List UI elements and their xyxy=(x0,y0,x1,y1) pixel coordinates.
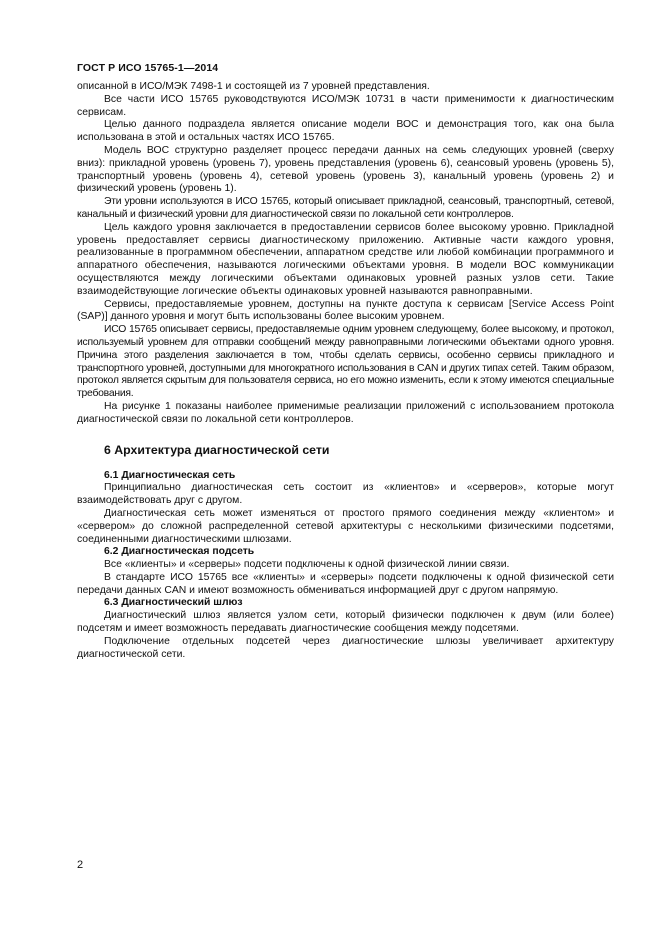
paragraph: Сервисы, предоставляемые уровнем, доступны на пункте доступа к сервисам [Service Access Point (SAP)] данного уровня и могут быть использованы более высоким уровнем. xyxy=(77,298,614,323)
paragraph: Подключение отдельных подсетей через диагностические шлюзы увеличивает архитектуру диагностической сети. xyxy=(77,635,614,660)
section-heading: 6 Архитектура диагностической сети xyxy=(104,442,330,457)
document-body xyxy=(77,81,614,661)
paragraph: Эти уровни используются в ИСО 15765, который описывает прикладной, сеансовый, транспортный, сетевой, канальный и физический уровни для диагностической связи по локальной сети контроллеров. xyxy=(77,196,614,220)
subsection-heading: 6.1 Диагностическая сеть xyxy=(104,469,236,481)
paragraph: Принципиально диагностическая сеть состоит из «клиентов» и «серверов», которые могут взаимодействовать друг с другом. xyxy=(77,482,614,507)
paragraph: На рисунке 1 показаны наиболее применимые реализации приложений с использованием протокола диагностической связи по локальной сети контроллеров. xyxy=(77,400,614,425)
paragraph: Цель каждого уровня заключается в предоставлении сервисов более высокому уровню. Прикладной уровень предоставляет сервисы диагностическому приложению. Активные части каждого уровня, реализованные в программном обеспечении, аппаратном средстве или любой комбинации программного и аппаратного обеспечения, называются логическими объектами уровня. В модели ВОС коммуникации осуществляются между логическими объектами одинаковых уровней разных узлов сети. Такие взаимодействующие логические объекты одинаковых уровней называются равноправными. xyxy=(77,221,614,297)
paragraph: В стандарте ИСО 15765 все «клиенты» и «серверы» подсети подключены к одной физической сети передачи данных CAN и имеют возможность обмениваться информацией друг с другом напрямую. xyxy=(77,571,614,596)
paragraph-continuation: описанной в ИСО/МЭК 7498-1 и состоящей из 7 уровней представления. xyxy=(77,81,430,92)
document-header: ГОСТ Р ИСО 15765-1—2014 xyxy=(77,62,219,74)
paragraph: Диагностический шлюз является узлом сети, который физически подключен к двум (или более) подсетям и имеет возможность передавать диагностические сообщения между подсетями. xyxy=(77,610,614,635)
paragraph: Все части ИСО 15765 руководствуются ИСО/МЭК 10731 в части применимости к диагностическим сервисам. xyxy=(77,93,614,118)
paragraph: Все «клиенты» и «серверы» подсети подключены к одной физической линии связи. xyxy=(104,559,510,571)
paragraph: Диагностическая сеть может изменяться от простого прямого соединения между «клиентом» и «сервером» до сложной распределенной сетевой архитектуры с несколькими физическими подсетями, соединенными диагностическими шлюзами. xyxy=(77,507,614,545)
paragraph: Целью данного подраздела является описание модели ВОС и демонстрация того, как она была использована в этой и остальных частях ИСО 15765. xyxy=(77,119,614,144)
paragraph: ИСО 15765 описывает сервисы, предоставляемые одним уровнем следующему, более высокому, и протокол, используемый уровнем для отправки сообщений между равноправными логическими объектами одного уровня. Причина этого разделения заключается в том, чтобы сделать сервисы, особенно сервисы прикладного и транспортного уровней, доступными для многократного использования в CAN и других типах сетей. Таким образом, протокол является скрытым для пользователя сервиса, но его можно изменить, если к этому имеются специальные требования. xyxy=(77,324,614,400)
subsection-heading: 6.3 Диагностический шлюз xyxy=(104,597,243,609)
paragraph: Модель ВОС структурно разделяет процесс передачи данных на семь следующих уровней (сверху вниз): прикладной уровень (уровень 7), уровень представления (уровень 6), сеансовый уровень (уровень 5), транспортный уровень (уровень 4), сетевой уровень (уровень 3), канальный уровень (уровень 2) и физический уровень (уровень 1). xyxy=(77,144,614,195)
page-number: 2 xyxy=(77,859,84,871)
subsection-heading: 6.2 Диагностическая подсеть xyxy=(104,546,255,558)
